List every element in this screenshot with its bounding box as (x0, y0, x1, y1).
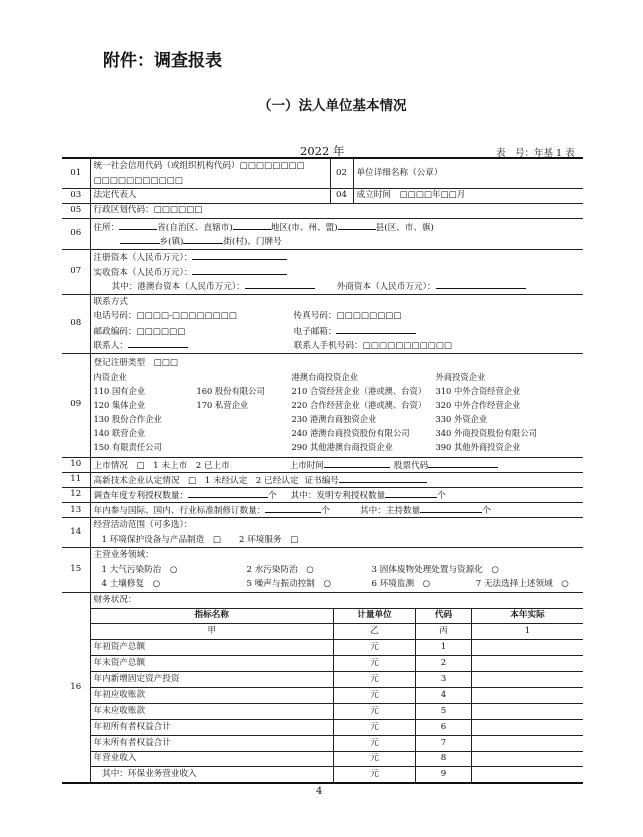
attachment-title: 附件：调查报表 (103, 51, 222, 71)
row-number: 11 (62, 472, 90, 487)
indicator-name: 年末资产总额 (91, 656, 334, 672)
paid-capital-label: 实收资本（人民币万元）： (93, 267, 193, 278)
main-business-label: 主营业务领域： (93, 550, 154, 561)
row-09 (62, 353, 583, 457)
lead-count-label: 其中：主持数量 (360, 506, 421, 517)
scope-option-service[interactable]: 2 环境服务 □ (238, 534, 299, 545)
street-label: 街(村)、门牌号 (223, 237, 282, 247)
founded-date-label: 成立时间 □□□□年□□月 (356, 190, 466, 201)
business-option[interactable]: 6 环境监测 ○ (371, 579, 431, 590)
business-option[interactable]: 1 大气污染防治 ○ (101, 564, 178, 575)
domestic-header: 内资企业 (93, 372, 127, 383)
row-14 (62, 518, 583, 548)
type-option: 120 集体企业 (93, 400, 146, 411)
province-label: 省(自治区、直辖市) (157, 222, 233, 233)
postcode-label: 邮政编码：□□□□□□ (93, 326, 186, 337)
indicator-header: 指标名称 (91, 608, 334, 624)
indicator-unit: 元 (334, 656, 416, 672)
value-cell[interactable] (472, 735, 584, 751)
table-row (91, 719, 584, 735)
row-number: 03 (62, 189, 90, 204)
indicator-code: 5 (416, 703, 472, 719)
indicator-unit: 元 (334, 640, 416, 656)
indicator-unit: 元 (334, 751, 416, 767)
founded-date-field[interactable] (353, 189, 583, 204)
value-cell[interactable] (472, 767, 584, 782)
row-number: 06 (62, 219, 90, 250)
financial-status (90, 592, 583, 783)
registration-type-grid (94, 370, 581, 454)
table-row (91, 767, 584, 782)
type-option: 240 港澳台商投资股份有限公司 (291, 428, 410, 439)
row-number: 08 (62, 294, 90, 353)
row-number: 13 (62, 503, 90, 518)
row-number: 16 (62, 592, 90, 783)
hk-capital-label: 其中：港澳台资本（人民币万元）： (111, 282, 245, 292)
township-label: 乡(镇) (159, 237, 184, 247)
value-cell[interactable] (472, 672, 584, 688)
standards-label: 年内参与国际、国内、行业标准制修订数量： (93, 506, 266, 517)
type-option: 110 国有企业 (93, 386, 146, 397)
indicator-code: 8 (416, 751, 472, 767)
row-number: 05 (62, 204, 90, 219)
row-number: 07 (62, 250, 90, 295)
row-16 (62, 592, 583, 783)
invention-patent-label: 其中：发明专利授权数量 (290, 490, 386, 501)
type-option: 340 外商投资股份有限公司 (435, 428, 537, 439)
unit-label: 个 (321, 506, 330, 517)
address-label: 住所： (93, 222, 120, 233)
row-number: 14 (62, 518, 90, 548)
hightech-label: 高新技术企业认定情况 □ 1 未经认定 2 已经认定 (93, 475, 299, 486)
row-number: 01 (62, 158, 90, 189)
table-row (91, 688, 584, 704)
row-05 (62, 204, 583, 219)
value-cell[interactable] (472, 719, 584, 735)
row-06 (62, 219, 583, 250)
registration-type-field[interactable] (90, 353, 583, 457)
report-year: 2022 年 (300, 144, 345, 158)
value-cell[interactable] (472, 751, 584, 767)
email-label: 电子邮箱： (293, 326, 337, 337)
registered-capital-label: 注册资本（人民币万元）： (93, 253, 193, 263)
listing-label: 上市情况 □ 1 未上市 2 已上市 (93, 460, 230, 471)
financial-table (91, 593, 584, 783)
capital-field[interactable] (90, 250, 583, 295)
indicator-unit: 元 (334, 703, 416, 719)
type-option: 170 私营企业 (196, 400, 249, 411)
type-option: 130 股份合作企业 (93, 414, 162, 425)
page-number: 4 (316, 786, 323, 797)
column-code: 甲 (91, 624, 334, 640)
county-label: 县(区、市、旗) (375, 222, 434, 233)
type-option: 150 有限责任公司 (93, 442, 162, 453)
indicator-name: 年营业收入 (91, 751, 334, 767)
indicator-unit: 元 (334, 672, 416, 688)
business-option[interactable]: 2 水污染防治 ○ (246, 564, 314, 575)
credit-code-label: 统一社会信用代码（或组织机构代码）□□□□□□□□ (93, 161, 305, 171)
credit-code-boxes: □□□□□□□□□□□ (93, 175, 183, 186)
address-field[interactable] (90, 219, 583, 250)
table-row (91, 672, 584, 688)
row-number: 09 (62, 353, 90, 457)
table-row (91, 703, 584, 719)
type-option: 320 中外合作经营企业 (435, 400, 521, 411)
type-option: 210 合资经营企业（港或澳、台资） (291, 386, 427, 397)
table-row (91, 735, 584, 751)
row-12 (62, 487, 583, 502)
indicator-unit: 元 (334, 735, 416, 751)
standards-field[interactable] (90, 503, 583, 518)
unit-label: 个 (268, 490, 277, 501)
row-number: 12 (62, 487, 90, 502)
value-cell[interactable] (472, 703, 584, 719)
row-11 (62, 472, 583, 487)
row-number: 02 (330, 158, 353, 189)
code-header: 代码 (416, 608, 472, 624)
indicator-name: 年初资产总额 (91, 640, 334, 656)
row-10 (62, 457, 583, 472)
cert-number-label: 证书编号 (304, 475, 339, 486)
hightech-field[interactable] (90, 472, 583, 487)
contact-field[interactable] (90, 294, 583, 353)
stock-code-label: 股票代码 (393, 460, 429, 471)
contact-person-label: 联系人： (93, 341, 128, 351)
column-code: 1 (472, 624, 584, 640)
table-row (91, 751, 584, 767)
table-row (91, 640, 584, 656)
business-option[interactable]: 3 固体废物处理处置与资源化 ○ (371, 564, 499, 575)
survey-form (62, 157, 583, 784)
row-01 (62, 158, 583, 189)
indicator-name: 年末所有者权益合计 (91, 735, 334, 751)
patent-label: 调查年度专利授权数量： (93, 490, 189, 501)
business-scope-label: 经营活动范围（可多选）： (93, 520, 193, 531)
foreign-capital-label: 外商资本（人民币万元）： (336, 282, 436, 292)
credit-code-field[interactable] (90, 158, 330, 189)
division-code-field[interactable] (90, 204, 583, 219)
type-option: 310 中外合资经营企业 (435, 386, 521, 397)
type-option: 220 合作经营企业（港或澳、台资） (291, 400, 427, 411)
patent-field[interactable] (90, 487, 583, 502)
indicator-code: 2 (416, 656, 472, 672)
value-cell[interactable] (472, 640, 584, 656)
business-options (94, 563, 581, 592)
financial-label: 财务状况： (91, 593, 584, 608)
fax-label: 传真号码：□□□□□□□□ (293, 311, 402, 321)
unit-name-label: 单位详细名称（公章） (356, 167, 443, 178)
type-option: 140 联营企业 (93, 428, 146, 439)
type-option: 290 其他港澳台商投资企业 (291, 442, 393, 453)
mobile-label: 联系人手机号码：□□□□□□□□□□□ (293, 341, 452, 351)
listing-field[interactable] (90, 457, 583, 472)
unit-header: 计量单位 (334, 608, 416, 624)
main-business-field[interactable] (90, 548, 583, 593)
column-code: 丙 (416, 624, 472, 640)
value-cell[interactable] (472, 688, 584, 704)
row-07 (62, 250, 583, 295)
hk-header: 港澳台商投资企业 (291, 372, 358, 383)
business-option[interactable]: 7 无法选择上述领域 ○ (475, 579, 569, 590)
indicator-name: 年内新增固定资产投资 (91, 672, 334, 688)
row-08 (62, 294, 583, 353)
indicator-code: 1 (416, 640, 472, 656)
indicator-name: 其中：环保业务营业收入 (91, 767, 334, 782)
prefecture-label: 地区(市、州、盟) (270, 222, 338, 233)
row-number: 10 (62, 457, 90, 472)
indicator-name: 年初所有者权益合计 (91, 719, 334, 735)
foreign-header: 外商投资企业 (435, 372, 486, 383)
indicator-code: 9 (416, 767, 472, 782)
contact-header: 联系方式 (93, 296, 128, 307)
type-option: 230 港澳台商独资企业 (291, 414, 377, 425)
unit-name-field[interactable] (353, 158, 583, 189)
legal-rep-field[interactable] (90, 189, 330, 204)
business-option[interactable]: 5 噪声与振动控制 ○ (246, 579, 331, 590)
type-option: 160 股份有限公司 (196, 386, 265, 397)
division-code-label: 行政区划代码：□□□□□□ (93, 205, 203, 216)
indicator-code: 7 (416, 735, 472, 751)
row-13 (62, 503, 583, 518)
unit-label: 个 (437, 490, 446, 501)
indicator-unit: 元 (334, 688, 416, 704)
indicator-code: 3 (416, 672, 472, 688)
listing-time-label: 上市时间 (289, 460, 324, 471)
legal-rep-label: 法定代表人 (93, 190, 137, 201)
form-title: （一）法人单位基本情况 (258, 98, 407, 114)
row-number: 04 (330, 189, 353, 204)
form-number: 表 号：年基 1 表 (496, 148, 575, 159)
row-number: 15 (62, 548, 90, 593)
registration-type-label: 登记注册类型 □□□ (93, 357, 179, 368)
table-row (91, 656, 584, 672)
type-option: 390 其他外商投资企业 (435, 442, 521, 453)
scope-option-manufacturing[interactable]: 1 环境保护设备与产品制造 □ (101, 534, 221, 545)
unit-label: 个 (482, 506, 491, 517)
indicator-unit: 元 (334, 719, 416, 735)
row-03 (62, 189, 583, 204)
indicator-code: 4 (416, 688, 472, 704)
type-option: 330 外资企业 (435, 414, 488, 425)
actual-header: 本年实际 (472, 608, 584, 624)
business-scope-field[interactable] (90, 518, 583, 548)
column-code: 乙 (334, 624, 416, 640)
phone-label: 电话号码：□□□□-□□□□□□□□ (93, 311, 237, 321)
indicator-name: 年末应收账款 (91, 703, 334, 719)
indicator-code: 6 (416, 719, 472, 735)
indicator-name: 年初应收账款 (91, 688, 334, 704)
indicator-unit: 元 (334, 767, 416, 782)
business-option[interactable]: 4 土壤修复 ○ (101, 579, 161, 590)
row-15 (62, 548, 583, 593)
value-cell[interactable] (472, 656, 584, 672)
